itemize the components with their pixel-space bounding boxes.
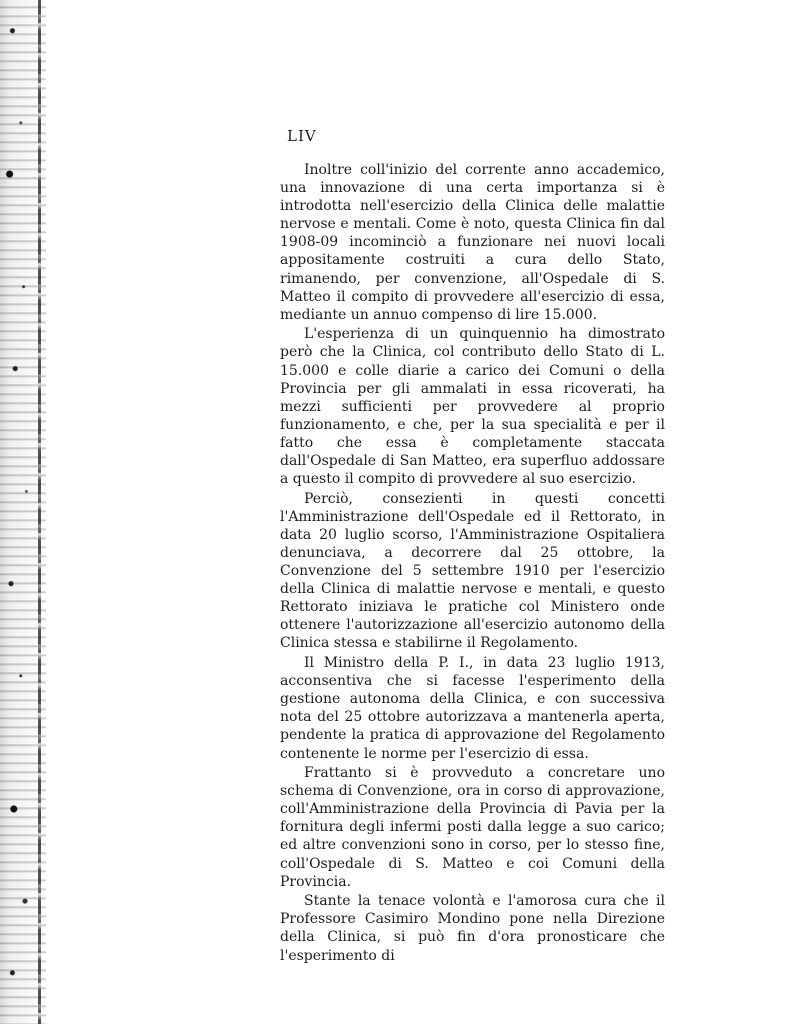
page-number: LIV	[287, 127, 317, 145]
paragraph: L'esperienza di un quinquennio ha dimostrato però che la Clinica, col contributo dello Stato di L. 15.000 e colle diarie a carico dei Comuni o della Provincia per gli ammalati in essa ricoverati, ha mezzi sufficienti per provvedere al proprio funzionamento, e che, per la sua specialità e per il fatto che essa è completamente staccata dall'Ospedale di San Matteo, era superfluo addossare a questo il compito di provvedere al suo esercizio.	[280, 326, 665, 488]
binding-edge	[38, 0, 41, 1024]
paragraph: Perciò, consezienti in questi concetti l'Amministrazione dell'Ospedale ed il Rettorato, in data 20 luglio scorso, l'Amministrazione Ospitaliera denunciava, a decorrere dal 25 ottobre, la Convenzione del 5 settembre 1910 per l'esercizio della Clinica di malattie nervose e mentali, e questo Rettorato iniziava le pratiche col Ministero onde ottenere l'autorizzazione all'esercizio autonomo della Clinica stessa e stabilirne il Regolamento.	[280, 490, 665, 652]
paragraph: Inoltre coll'inizio del corrente anno accademico, una innovazione di una certa importanza si è introdotta nell'esercizio della Clinica delle malattie nervose e mentali. Come è noto, questa Clinica fin dal 1908-09 incominciò a funzionare nei nuovi locali appositamente costruiti a cura dello Stato, rimanendo, per convenzione, all'Ospedale di S. Matteo il compito di provvedere all'esercizio di essa, mediante un annuo compenso di lire 15.000.	[280, 162, 665, 323]
paragraph: Stante la tenace volontà e l'amorosa cura che il Professore Casimiro Mondino pone nella Direzione della Clinica, si può fin d'ora pronosticare che l'esperimento di	[280, 893, 665, 964]
body-text	[280, 161, 665, 966]
scan-specks	[4, 0, 32, 1024]
paragraph: Il Ministro della P. I., in data 23 luglio 1913, acconsentiva che si facesse l'esperimento della gestione autonoma della Clinica, e con successiva nota del 25 ottobre autorizzava a mantenerla aperta, pendente la pratica di approvazione del Regolamento contenente le norme per l'esercizio di essa.	[280, 655, 665, 762]
scan-shadow-edge	[0, 0, 46, 1024]
paragraph: Frattanto si è provveduto a concretare uno schema di Convenzione, ora in corso di approvazione, coll'Amministrazione della Provincia di Pavia per la fornitura degli infermi posti dalla legge a suo carico; ed altre convenzioni sono in corso, per lo stesso fine, coll'Ospedale di S. Matteo e coi Comuni della Provincia.	[280, 765, 665, 890]
